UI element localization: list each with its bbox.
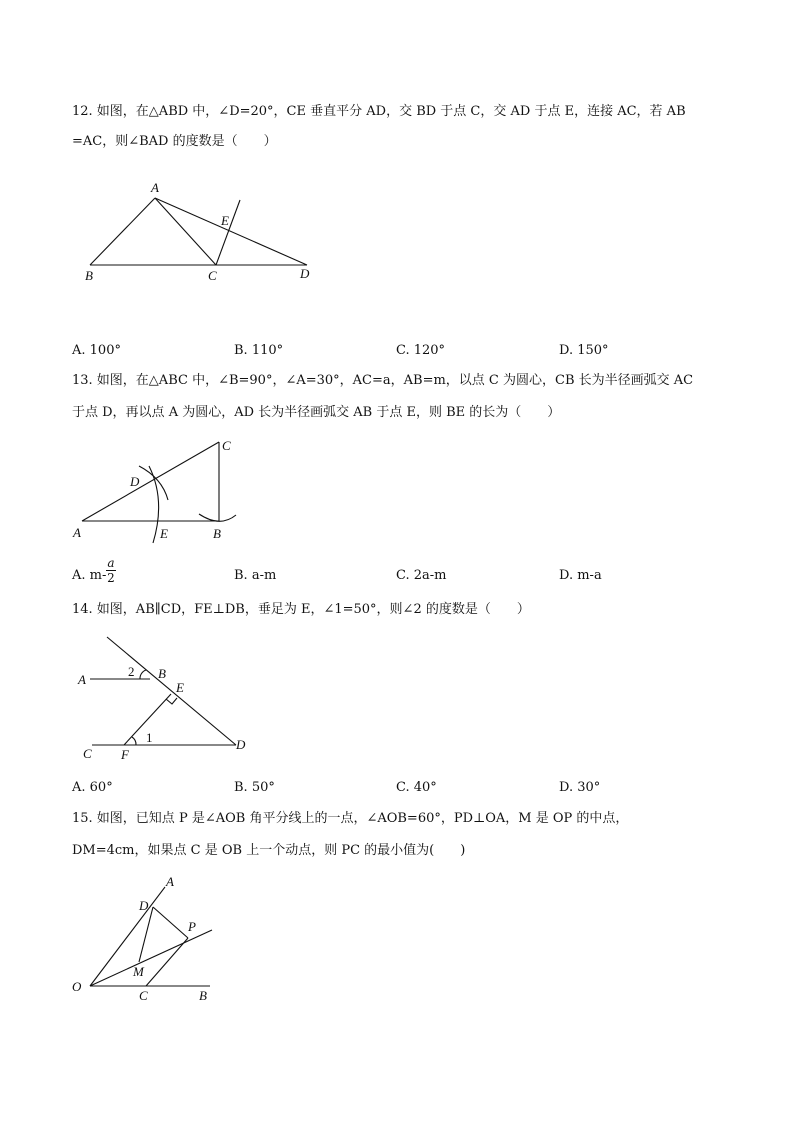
q15-label-c: C [139, 988, 148, 1003]
q12-option-d[interactable]: D. 150° [559, 343, 609, 358]
q15-ray-oa [90, 887, 165, 986]
q14-label-2: 2 [128, 664, 135, 679]
q13-stem-line2: 于点 D，再以点 A 为圆心，AD 长为半径画弧交 AB 于点 E，则 BE 的长为（ ） [72, 405, 561, 420]
q13-fraction-numerator: a [107, 556, 115, 570]
q14-stem-line1: 14. 如图，AB∥CD，FE⊥DB，垂足为 E，∠1=50°，则∠2 的度数是（ ） [72, 602, 530, 617]
q15-stem-line2: DM=4cm，如果点 C 是 OB 上一个动点，则 PC 的最小值为( ) [72, 843, 466, 858]
q12-label-c: C [208, 268, 217, 283]
q14-label-a: A [78, 672, 86, 687]
q14-right-angle-mark [166, 698, 177, 704]
q12-label-d: D [300, 266, 310, 281]
q14-label-b: B [158, 666, 166, 681]
q15-segment-dp [153, 907, 188, 938]
q13-label-d: D [130, 474, 140, 489]
q12-label-a: A [151, 180, 159, 195]
q12-option-c[interactable]: C. 120° [396, 343, 446, 358]
q14-label-1: 1 [146, 730, 153, 745]
q15-label-a: A [166, 874, 174, 889]
q15-label-m: M [133, 964, 144, 979]
q15-label-b: B [199, 988, 207, 1003]
q12-segment-ab [90, 198, 155, 265]
q13-figure [72, 438, 236, 543]
q12-option-a[interactable]: A. 100° [72, 343, 121, 358]
q12-label-e: E [221, 213, 229, 228]
q15-segment-pc [146, 938, 188, 986]
q14-option-d[interactable]: D. 30° [559, 780, 601, 795]
q13-option-d[interactable]: D. m-a [559, 568, 602, 583]
q12-stem-line2: =AC，则∠BAD 的度数是（ ） [72, 134, 277, 149]
q13-arc-center-c [139, 466, 168, 500]
q12-stem-line1: 12. 如图，在△ABD 中，∠D=20°，CE 垂直平分 AD，交 BD 于点 C，交 AD 于点 E，连接 AC，若 AB [72, 104, 686, 119]
q12-label-b: B [85, 268, 93, 283]
q13-label-a: A [73, 525, 81, 540]
q12-segment-ce [216, 200, 240, 265]
q15-label-p: P [188, 919, 196, 934]
q13-label-b: B [213, 526, 221, 541]
q14-label-d: D [236, 737, 246, 752]
q15-ray-op [90, 930, 212, 986]
q14-angle1-arc [132, 737, 136, 745]
q13-arc-at-b [199, 514, 236, 521]
q14-option-b[interactable]: B. 50° [234, 780, 275, 795]
q14-option-a[interactable]: A. 60° [72, 780, 113, 795]
q15-stem-line1: 15. 如图，已知点 P 是∠AOB 角平分线上的一点，∠AOB=60°，PD⊥OA，M 是 OP 的中点， [72, 811, 629, 826]
q12-option-b[interactable]: B. 110° [234, 343, 284, 358]
q13-fraction-denominator: 2 [107, 571, 115, 585]
q15-label-d: D [139, 898, 149, 913]
q12-segment-ad [155, 198, 307, 265]
q13-label-c: C [222, 438, 231, 453]
q14-option-c[interactable]: C. 40° [396, 780, 437, 795]
q14-angle2-arc [140, 670, 146, 679]
q12-segment-ac [155, 198, 216, 265]
q13-option-c[interactable]: C. 2a-m [396, 568, 447, 583]
q14-label-e: E [176, 680, 184, 695]
q13-label-e: E [160, 526, 168, 541]
q14-label-f: F [121, 747, 129, 762]
q14-figure [77, 637, 246, 762]
q15-segment-dm [139, 907, 153, 962]
q14-line-bd [107, 637, 236, 745]
q13-segment-ac [82, 442, 219, 521]
q13-option-a-fraction [106, 556, 116, 586]
q13-option-b[interactable]: B. a-m [234, 568, 277, 583]
q14-label-c: C [83, 746, 92, 761]
q13-stem-line1: 13. 如图，在△ABC 中，∠B=90°，∠A=30°，AC=a，AB=m，以点 C 为圆心，CB 长为半径画弧交 AC [72, 373, 694, 388]
q15-label-o: O [72, 979, 82, 994]
q12-figure [85, 180, 310, 283]
q15-figure [72, 874, 212, 1003]
q13-option-a[interactable]: A. m- [72, 568, 107, 583]
